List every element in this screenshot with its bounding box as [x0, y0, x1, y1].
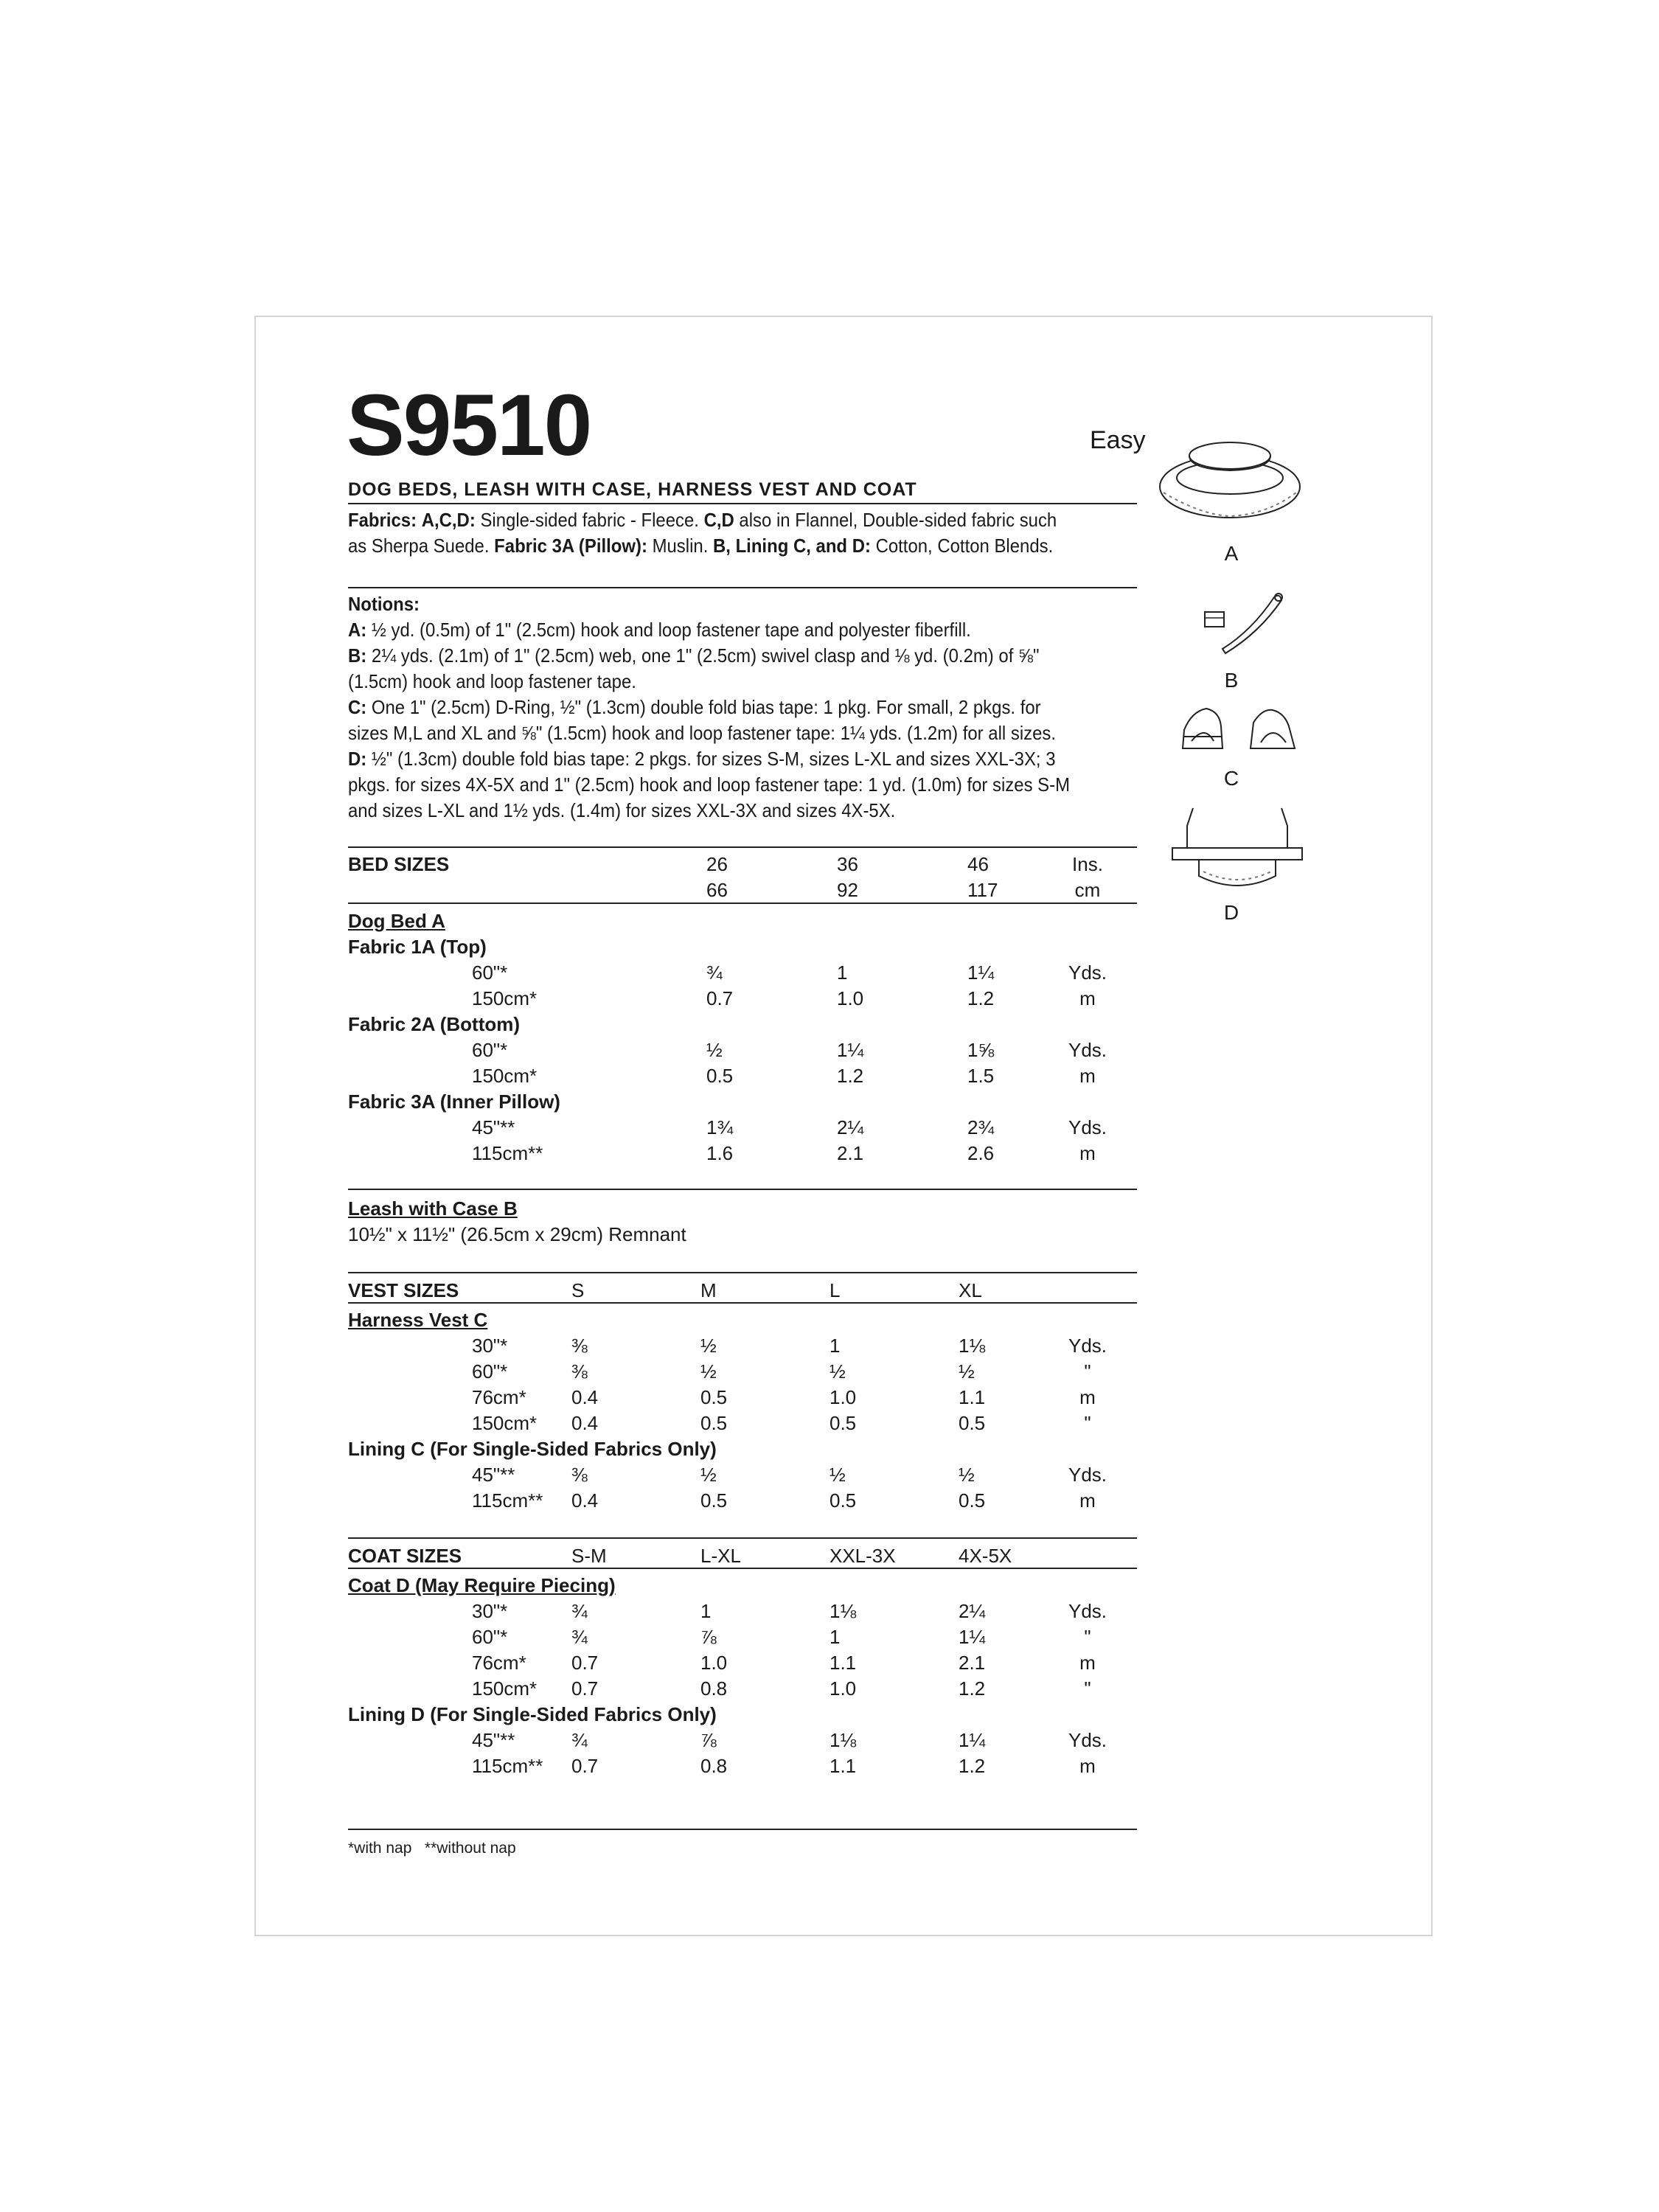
fabric-width: 76cm* [472, 1386, 526, 1408]
fabrics-key: B, Lining C, and D: [713, 535, 871, 557]
unit-label: m [1079, 1386, 1096, 1408]
divider [348, 1568, 1137, 1569]
size-header: S [571, 1279, 585, 1301]
vest_table-lining-label: Lining C (For Single-Sided Fabrics Only) [348, 1438, 717, 1460]
fabric-width: 150cm* [472, 1065, 538, 1087]
yardage-value: 1⅛ [830, 1729, 857, 1751]
yardage-value: 2.1 [959, 1652, 986, 1674]
yardage-value: 0.4 [571, 1489, 599, 1512]
yardage-value: 0.4 [571, 1412, 599, 1434]
unit-label: Ins. [1072, 853, 1103, 875]
yardage-value: 0.7 [571, 1677, 599, 1700]
vest_table-header: VEST SIZES [348, 1279, 459, 1301]
yardage-value: 0.4 [571, 1386, 599, 1408]
unit-label: Yds. [1068, 1464, 1107, 1486]
notions-heading: Notions: [348, 593, 420, 615]
notion-text: 2¼ yds. (2.1m) of 1" (2.5cm) web, one 1" (2.5cm) swivel clasp and ⅛ yd. (0.2m) of ⅝" (1.5cm) hook and loop fastener tape. [348, 644, 1040, 692]
size-cm: 92 [837, 879, 858, 901]
coat_table-header: COAT SIZES [348, 1545, 462, 1567]
unit-label: m [1079, 1142, 1096, 1164]
unit-label: Yds. [1068, 1600, 1107, 1622]
fabric-width: 30"* [472, 1600, 508, 1622]
harness-vest-icon [1177, 704, 1302, 759]
unit-label: Yds. [1068, 1335, 1107, 1357]
yardage-value: 2.6 [967, 1142, 995, 1164]
notion-key: D: [348, 748, 367, 770]
divider [348, 846, 1137, 848]
fabric-group-label: Fabric 1A (Top) [348, 936, 487, 958]
fabrics-paragraph [348, 507, 1074, 559]
illustration-label-a: A [1224, 542, 1239, 565]
unit-label: Yds. [1068, 1039, 1107, 1061]
size-inches: 46 [967, 853, 989, 875]
size-header: XXL-3X [830, 1545, 896, 1567]
fabric-width: 115cm** [472, 1755, 543, 1777]
yardage-value: 0.5 [700, 1489, 728, 1512]
notion-text: One 1" (2.5cm) D-Ring, ½" (1.3cm) double fold bias tape: 1 pkg. For small, 2 pkgs. for sizes M,L and XL and ⅝" (1.5cm) hook and loop fastener tape: 1¼ yds. (1.2m) for all sizes. [348, 696, 1057, 744]
size-cm: 66 [706, 879, 728, 901]
yardage-value: 1⅛ [830, 1600, 857, 1622]
yardage-value: 0.5 [700, 1412, 728, 1434]
fabric-width: 150cm* [472, 1412, 538, 1434]
notion-item [348, 617, 1074, 643]
yardage-value: ½ [959, 1360, 975, 1382]
yardage-value: 1¼ [837, 1039, 864, 1061]
fabric-width: 60"* [472, 1039, 508, 1061]
yardage-value: ⅞ [700, 1729, 717, 1751]
yardage-value: 2¼ [837, 1116, 864, 1138]
fabrics-value: Cotton, Cotton Blends. [870, 535, 1054, 557]
section-leash-b: Leash with Case B [348, 1197, 518, 1220]
bed-sizes-header: BED SIZES [348, 853, 450, 875]
unit-label: Yds. [1068, 961, 1107, 984]
unit-label: m [1079, 1489, 1096, 1512]
yardage-value: 1¼ [959, 1729, 986, 1751]
fabric-width: 45"** [472, 1464, 515, 1486]
notion-key: A: [348, 619, 367, 641]
fabric-width: 45"** [472, 1729, 515, 1751]
yardage-value: 1.2 [837, 1065, 864, 1087]
yardage-value: ½ [830, 1360, 846, 1382]
unit-label: cm [1074, 879, 1101, 901]
fabric-group-label: Fabric 2A (Bottom) [348, 1013, 521, 1035]
yardage-value: 0.5 [959, 1489, 986, 1512]
yardage-value: 0.7 [706, 987, 734, 1009]
unit-label: " [1084, 1626, 1091, 1648]
yardage-value: 2¼ [959, 1600, 986, 1622]
notion-item [348, 746, 1074, 824]
fabric-width: 60"* [472, 961, 508, 984]
yardage-value: 1.2 [959, 1755, 986, 1777]
yardage-value: 0.7 [571, 1755, 599, 1777]
yardage-value: 1 [700, 1600, 712, 1622]
yardage-value: 1¼ [959, 1626, 986, 1648]
notions-list [348, 617, 1074, 824]
yardage-value: ⅜ [571, 1335, 588, 1357]
yardage-value: 1.6 [706, 1142, 734, 1164]
section-dog-bed-a: Dog Bed A [348, 910, 445, 932]
illustration-label-d: D [1223, 901, 1239, 924]
yardage-value: ½ [706, 1039, 723, 1061]
yardage-value: 0.5 [706, 1065, 734, 1087]
fabrics-key: A,C,D: [421, 509, 476, 531]
yardage-value: 2¾ [967, 1116, 995, 1138]
size-header: L [830, 1279, 841, 1301]
notion-text: ½" (1.3cm) double fold bias tape: 2 pkgs. for sizes S-M, sizes L-XL and sizes XXL-3X; 3 pkgs. for sizes 4X-5X and 1" (2.5cm) hook and loop fastener tape: 1 yd. (1.0m) for sizes S-M and sizes L-XL and 1½ yds. (1.4m) for sizes XXL-3X and sizes 4X-5X. [348, 748, 1071, 821]
yardage-value: 1 [830, 1626, 841, 1648]
yardage-value: 0.8 [700, 1755, 728, 1777]
dog-bed-icon [1156, 434, 1304, 529]
yardage-value: 1.1 [959, 1386, 986, 1408]
leash-remnant: 10½" x 11½" (26.5cm x 29cm) Remnant [348, 1223, 686, 1245]
yardage-value: ½ [700, 1335, 717, 1357]
notion-key: C: [348, 696, 367, 718]
yardage-value: ⅞ [700, 1626, 717, 1648]
size-cm: 117 [967, 879, 998, 901]
fabric-width: 60"* [472, 1626, 508, 1648]
yardage-value: 1 [830, 1335, 841, 1357]
unit-label: m [1079, 1065, 1096, 1087]
divider [348, 503, 1137, 504]
unit-label: Yds. [1068, 1116, 1107, 1138]
unit-label: m [1079, 1652, 1096, 1674]
notion-text: ½ yd. (0.5m) of 1" (2.5cm) hook and loop fastener tape and polyester fiberfill. [366, 619, 971, 641]
divider [348, 587, 1137, 588]
yardage-value: 1.0 [700, 1652, 728, 1674]
yardage-value: 0.5 [700, 1386, 728, 1408]
yardage-value: ½ [700, 1360, 717, 1382]
unit-label: " [1084, 1360, 1091, 1382]
yardage-value: ¾ [706, 961, 723, 984]
unit-label: Yds. [1068, 1729, 1107, 1751]
fabric-width: 60"* [472, 1360, 508, 1382]
yardage-value: ½ [700, 1464, 717, 1486]
yardage-value: 1.0 [837, 987, 864, 1009]
size-header: M [700, 1279, 717, 1301]
yardage-value: ½ [959, 1464, 975, 1486]
coat_table-section: Coat D (May Require Piecing) [348, 1574, 616, 1596]
yardage-value: 1.5 [967, 1065, 995, 1087]
unit-label: " [1084, 1677, 1091, 1700]
divider [348, 1302, 1137, 1304]
yardage-value: ⅜ [571, 1464, 588, 1486]
dog-coat-icon [1171, 804, 1304, 896]
size-header: L-XL [700, 1545, 741, 1567]
notion-item [348, 695, 1074, 746]
yardage-value: 1¾ [706, 1116, 734, 1138]
yardage-value: 0.5 [830, 1489, 857, 1512]
fabric-width: 45"** [472, 1116, 515, 1138]
difficulty-label: Easy [1090, 426, 1146, 454]
pattern-number: S9510 [347, 377, 591, 474]
unit-label: " [1084, 1412, 1091, 1434]
illustration-label-c: C [1223, 767, 1239, 790]
fabric-width: 115cm** [472, 1489, 543, 1512]
fabric-width: 76cm* [472, 1652, 526, 1674]
pattern-title: DOG BEDS, LEASH WITH CASE, HARNESS VEST AND COAT [348, 479, 917, 500]
divider [348, 1537, 1137, 1539]
notions-paragraph [348, 591, 1074, 824]
fabric-width: 150cm* [472, 1677, 538, 1700]
yardage-value: ¾ [571, 1600, 588, 1622]
illustration-label-b: B [1224, 669, 1239, 692]
yardage-value: 0.5 [830, 1412, 857, 1434]
fabrics-key: C,D [703, 509, 734, 531]
size-header: S-M [571, 1545, 607, 1567]
size-header: 4X-5X [959, 1545, 1012, 1567]
fabrics-value: Muslin. [647, 535, 714, 557]
fabric-width: 115cm** [472, 1142, 543, 1164]
divider [348, 1272, 1137, 1273]
size-header: XL [959, 1279, 982, 1301]
yardage-value: ¾ [571, 1729, 588, 1751]
leash-icon [1200, 590, 1289, 664]
notion-key: B: [348, 644, 367, 667]
yardage-value: 0.8 [700, 1677, 728, 1700]
yardage-value: 0.5 [959, 1412, 986, 1434]
size-inches: 26 [706, 853, 728, 875]
yardage-value: 1⅛ [959, 1335, 986, 1357]
fabrics-value: also in Flannel, Double-sided fabric such as Sherpa Suede. [348, 509, 1057, 557]
yardage-value: 1.1 [830, 1652, 857, 1674]
divider [348, 1189, 1137, 1190]
yardage-value: 1¼ [967, 961, 995, 984]
size-inches: 36 [837, 853, 858, 875]
yardage-value: ½ [830, 1464, 846, 1486]
unit-label: m [1079, 1755, 1096, 1777]
divider [348, 1829, 1137, 1830]
fabric-width: 150cm* [472, 987, 538, 1009]
yardage-value: ⅜ [571, 1360, 588, 1382]
yardage-value: ¾ [571, 1626, 588, 1648]
divider [348, 902, 1137, 904]
vest_table-section: Harness Vest C [348, 1309, 488, 1331]
yardage-value: 1.1 [830, 1755, 857, 1777]
notion-item [348, 643, 1074, 695]
yardage-value: 1.0 [830, 1386, 857, 1408]
footnote: *with nap **without nap [348, 1840, 516, 1857]
yardage-value: 1.2 [959, 1677, 986, 1700]
yardage-value: 1.2 [967, 987, 995, 1009]
coat_table-lining-label: Lining D (For Single-Sided Fabrics Only) [348, 1703, 717, 1725]
yardage-value: 0.7 [571, 1652, 599, 1674]
yardage-value: 2.1 [837, 1142, 864, 1164]
fabric-width: 30"* [472, 1335, 508, 1357]
fabrics-value: Single-sided fabric - Fleece. [475, 509, 704, 531]
fabric-group-label: Fabric 3A (Inner Pillow) [348, 1091, 560, 1113]
fabrics-text [348, 509, 1057, 557]
fabrics-key: Fabric 3A (Pillow): [494, 535, 647, 557]
fabrics-label: Fabrics: [348, 509, 417, 531]
unit-label: m [1079, 987, 1096, 1009]
yardage-value: 1 [837, 961, 848, 984]
yardage-value: 1.0 [830, 1677, 857, 1700]
yardage-value: 1⅝ [967, 1039, 995, 1061]
